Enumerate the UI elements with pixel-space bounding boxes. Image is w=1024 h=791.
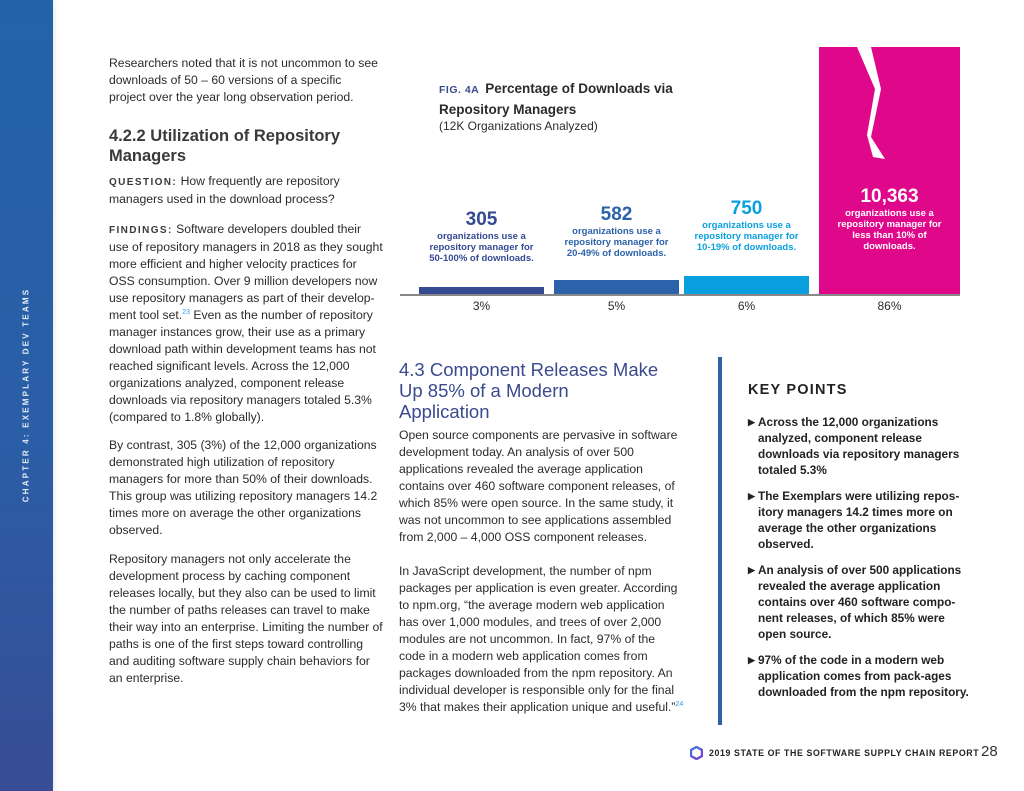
- org-count: 10,363: [860, 186, 919, 207]
- org-desc: organizations use a repository manager for less than 10% of downloads.: [837, 208, 942, 252]
- key-point-text: An analysis of over 500 applications revealed the average application contains over 460 software compo-nent releases, of which 85% were open source.: [758, 563, 962, 641]
- tick-label-3: 3%: [472, 299, 491, 313]
- section-heading-4-2-2: 4.2.2 Utilization of Repository Managers: [109, 127, 341, 165]
- key-point-text: The Exemplars were utilizing repos-itory managers 14.2 times more on average the other organizations observed.: [758, 489, 960, 551]
- bar-5-percent: [554, 280, 679, 295]
- footnote-23-link[interactable]: 23: [182, 308, 190, 316]
- question-text: How frequently are repository managers used in the download process?: [109, 174, 340, 206]
- bullet-triangle-icon: ▶: [748, 565, 755, 575]
- tick-label-6: 6%: [737, 299, 756, 313]
- org-desc: organizations use a repository manager for 20-49% of downloads.: [564, 226, 669, 259]
- org-count: 750: [730, 198, 763, 219]
- key-points-title: KEY POINTS: [748, 382, 848, 398]
- report-title: 2019 STATE OF THE SOFTWARE SUPPLY CHAIN REPORT: [709, 748, 980, 758]
- footnote-24-link[interactable]: 24: [675, 700, 684, 708]
- key-point-item: [748, 414, 973, 478]
- figure-title-text: Percentage of Downloads via Repository Managers: [439, 81, 673, 117]
- bar-86-percent: [819, 47, 960, 295]
- figure-title: [439, 79, 699, 120]
- findings-block: [109, 221, 384, 426]
- section-heading-4-3: 4.3 Component Releases Make Up 85% of a Modern Application: [399, 359, 659, 422]
- page-footer: [690, 746, 979, 760]
- bar-label-582: [554, 204, 679, 259]
- key-point-text: Across the 12,000 organizations analyzed, component release downloads via repository managers totaled 5.3%: [758, 415, 960, 477]
- org-count: 582: [600, 204, 633, 225]
- key-point-item: [748, 562, 973, 642]
- page-number: 28: [981, 743, 998, 760]
- org-desc: organizations use a repository manager for 50-100% of downloads.: [429, 231, 534, 264]
- bullet-triangle-icon: ▶: [748, 491, 755, 501]
- org-desc: organizations use a repository manager for 10-19% of downloads.: [694, 220, 799, 253]
- section-4-3-paragraph-2: [399, 563, 684, 716]
- hexagon-logo-icon: [690, 746, 703, 760]
- bar-label-305: [419, 209, 544, 264]
- repository-managers-paragraph: Repository managers not only accelerate the development process by caching component releases locally, but they also can be used to limit the number of paths releases can travel to make their way into an enterprise. Limiting the number of paths is one of the first steps toward controlling and auditing software supply chain behaviors for an enterprise.: [109, 552, 383, 685]
- findings-text-b: Even as the number of repository manager instances grow, their use as a primary download path within development teams has not reached significant levels. Across the 12,000 organizations analyzed, component release downloads via repository managers totaled 5.3% (compared to 1.8% globally).: [109, 308, 376, 424]
- bar-6-percent: [684, 276, 809, 295]
- intro-paragraph: Researchers noted that it is not uncommon to see downloads of 50 – 60 versions of a specific project over the year long observation period.: [109, 56, 378, 104]
- bar-label-750: [684, 198, 809, 253]
- bullet-triangle-icon: ▶: [748, 417, 755, 427]
- chapter-sidebar: [0, 0, 53, 791]
- contrast-paragraph: By contrast, 305 (3%) of the 12,000 organizations demonstrated high utilization of repository managers for more than 50% of their downloads. This group was utilizing repository managers 14.2 times more on average the other organizations observed.: [109, 438, 378, 537]
- x-axis-line: [400, 294, 960, 296]
- key-point-item: [748, 652, 973, 700]
- org-count: 305: [465, 209, 498, 230]
- question-block: [109, 173, 379, 208]
- findings-text-a: Software developers doubled their use of repository managers in 2018 as they sought more efficient and higher velocity practices for OSS consumption. Over 9 million developers now use repository managers as part of their develop-ment tool set.: [109, 222, 383, 322]
- findings-label: FINDINGS:: [109, 225, 173, 236]
- figure-tag: FIG. 4A: [439, 84, 480, 96]
- section-4-3-paragraph-1: Open source components are pervasive in software development today. An analysis of over 500 applications revealed the average application contains over 460 software component releases, of which 85% were open source. In the same study, it was not uncommon to see applications assembled from 2,000 – 4,000 OSS component releases.: [399, 428, 678, 544]
- key-points-list: [748, 414, 973, 710]
- tick-label-86: 86%: [877, 299, 902, 313]
- bullet-triangle-icon: ▶: [748, 655, 755, 665]
- key-point-text: 97% of the code in a modern web application comes from pack-ages downloaded from the npm repository.: [758, 653, 969, 699]
- key-point-item: [748, 488, 973, 552]
- chapter-label: CHAPTER 4: EXEMPLARY DEV TEAMS: [21, 287, 31, 503]
- question-label: QUESTION:: [109, 177, 178, 188]
- figure-subtitle: (12K Organizations Analyzed): [439, 119, 598, 133]
- bar-label-10363: [819, 186, 960, 252]
- javascript-paragraph-text: In JavaScript development, the number of npm packages per application is even greater. According to npm.org, “the average modern web application has over 1,000 modules, and trees of over 2,000 modules are not uncommon. In fact, 97% of the code in a modern web application comes from packages downloaded from the npm repository. An individual developer is responsible only for the final 3% that makes their application unique and useful.”: [399, 564, 678, 714]
- axis-break-icon: [819, 47, 960, 295]
- tick-label-5: 5%: [607, 299, 626, 313]
- key-points-accent-bar: [718, 357, 722, 725]
